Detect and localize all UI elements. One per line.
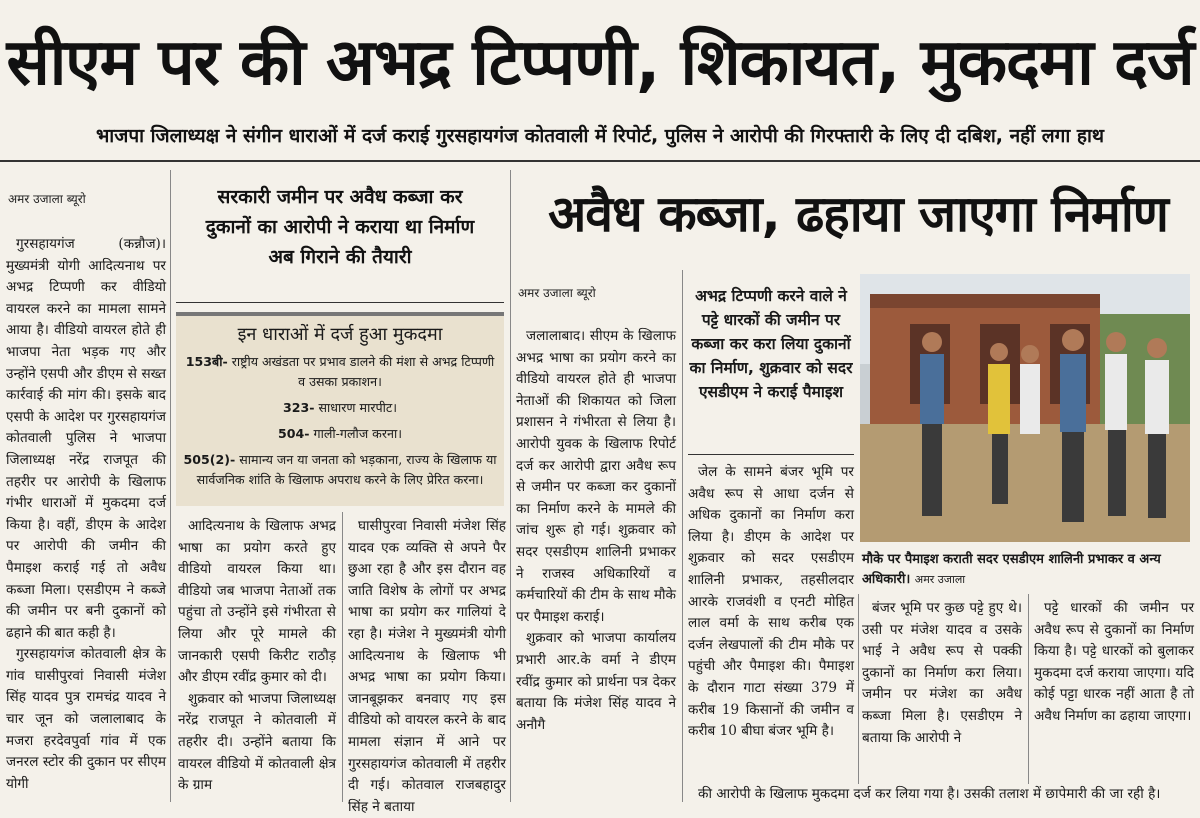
- story2-headline: अवैध कब्जा, ढहाया जाएगा निर्माण: [548, 185, 1168, 243]
- photo-illustration: [860, 274, 1190, 542]
- story2-column-2: जेल के सामने बंजर भूमि पर अवैध रूप से आधा दर्जन से अधिक दुकानों का निर्माण करा लिया है। डीएम के आदेश पर शुक्रवार को सदर एसडीएम शालिनी प्रभाकर, तहसीलदार आरके राजवंशी व एनटी मोहित लाल वर्मा के साथ करीब एक दर्जन लेखपालों की टीम मौके पर पहुंची और पैमाइश की। पैमाइश के दौरान गाटा संख्या 379 में करीब 19 किसानों की जमीन व करीब 10 बीघा बंजर भूमि है।: [688, 464, 854, 740]
- divider: [688, 454, 854, 455]
- sub-headline: भाजपा जिलाध्यक्ष ने संगीन धाराओं में दर्ज कराई गुरसहायगंज कोतवाली में रिपोर्ट, पुलिस ने आरोपी की गिरफ्तारी के लिए दी दबिश, नहीं लगा हाथ: [95, 125, 1105, 147]
- main-headline: सीएम पर की अभद्र टिप्पणी, शिकायत, मुकदमा दर्ज: [6, 25, 1194, 100]
- story1-paragraph: गुरसहायगंज कोतवाली क्षेत्र के गांव घासीपुरवां निवासी मंजेश सिंह यादव पुत्र रामचंद्र यादव ने चार जून को जलालाबाद के मजरा हरदेवपुर्वा गांव में एक जनरल स्टोर की दुकान पर सीएम योगी: [6, 646, 166, 792]
- story2-column-3: बंजर भूमि पर कुछ पट्टे हुए थे। उसी पर मंजेश यादव व उसके भाई ने अवैध रूप से पक्की दुकानों का निर्माण करा लिया। जमीन पर मंजेश का अवैध कब्जा मिला है। एसडीएम ने बताया कि आरोपी ने: [862, 600, 1022, 746]
- column-rule: [342, 512, 343, 802]
- charge-item: 153बी- राष्ट्रीय अखंडता पर प्रभाव डालने की मंशा से अभद्र टिप्पणी व उसका प्रकाशन।: [185, 354, 495, 389]
- charge-item: 504- गाली-गलौज करना।: [277, 426, 403, 441]
- column-rule: [858, 594, 859, 784]
- column-rule: [510, 170, 511, 802]
- charge-item: 505(2)- सामान्य जन या जनता को भड़काना, राज्य के खिलाफ या सार्वजनिक शांति के खिलाफ अपराध करने के लिए प्रेरित करना।: [183, 452, 497, 487]
- column-rule: [682, 270, 683, 802]
- story2-continuation: की आरोपी के खिलाफ मुकदमा दर्ज कर लिया गया है। उसकी तलाश में छापेमारी की जा रही है।: [698, 786, 1161, 802]
- side-headline: सरकारी जमीन पर अवैध कब्जा कर दुकानों का आरोपी ने कराया था निर्माण अब गिराने की तैयारी: [205, 186, 475, 268]
- byline: अमर उजाला ब्यूरो: [8, 192, 86, 206]
- column-rule: [170, 170, 171, 802]
- byline: अमर उजाला ब्यूरो: [518, 286, 596, 300]
- story1-column-2: आदित्यनाथ के खिलाफ अभद्र भाषा का प्रयोग करते हुए वीडियो वायरल किया था। वीडियो जब भाजपा नेताओं तक पहुंचा तो उन्होंने इसे गंभीरता से लिया और पूरे मामले की जानकारी एसपी किरीट राठौड़ और डीएम रवींद्र कुमार को दी। शुक्रवार को भाजपा जिलाध्यक्ष नरेंद्र राजपूत ने कोतवाली में तहरीर दी। उन्होंने बताया कि वायरल वीडियो में कोतवाली क्षेत्र के ग्राम: [178, 518, 336, 794]
- story1-column-3: घासीपुरवा निवासी मंजेश सिंह यादव एक व्यक्ति से अपने पैर छुआ रहा है और इस दौरान वह जाति विशेष के लोगों पर अभद्र भाषा का प्रयोग कर गालियां दे रहा है। मंजेश ने मुख्यमंत्री योगी आदित्यनाथ के खिलाफ भी अभद्र भाषा का प्रयोग किया। जानबूझकर बनवाए गए इस वीडियो को वायरल करने के बाद मामला संज्ञान में आने पर गुरसहायगंज कोतवाली में तहरीर दी गई। कोतवाल राजबहादुर सिंह ने बताया: [348, 518, 506, 815]
- story1-paragraph: गुरसहायगंज (कन्नौज)। मुख्यमंत्री योगी आदित्यनाथ पर अभद्र टिप्पणी कर वीडियो वायरल करने का मामला सामने आया है। वीडियो वायरल होते ही भाजपा नेता भड़क गए और उन्होंने एसपी और डीएम से सख्त कार्रवाई की मांग की। इसके बाद एसपी के आदेश पर गुरसहायगंज कोतवाली पुलिस ने भाजपा जिलाध्यक्ष नरेंद्र राजपूत की तहरीर पर आरोपी के खिलाफ गंभीर धाराओं में मुकदमा दर्ज किया है। वहीं, डीएम के आदेश पर आरोपी की जमीन की पैमाइश कराई गई तो अवैध कब्जा मिला। एसडीएम ने कब्जे की जमीन पर बनी दुकानों को ढहाने की बात कही है।: [6, 236, 166, 641]
- column-rule: [1028, 594, 1029, 784]
- divider: [176, 302, 504, 303]
- charge-item: 323- साधारण मारपीट।: [282, 400, 398, 415]
- story1-column-1: [6, 234, 166, 804]
- divider: [0, 160, 1200, 162]
- news-photo: [860, 274, 1190, 542]
- photo-caption: मौके पर पैमाइश कराती सदर एसडीएम शालिनी प्रभाकर व अन्य अधिकारी। अमर उजाला: [862, 552, 1161, 587]
- charges-title: इन धाराओं में दर्ज हुआ मुकदमा: [237, 324, 443, 345]
- story2-column-4: पट्टे धारकों की जमीन पर अवैध रूप से दुकानों का निर्माण किया है। पट्टे धारकों को बुलाकर मुकदमा दर्ज कराया जाएगा। यदि कोई पट्टा धारक नहीं आता है तो अवैध निर्माण का ढहाया जाएगा।: [1034, 600, 1194, 724]
- story2-callout: अभद्र टिप्पणी करने वाले ने पट्टे धारकों की जमीन पर कब्जा कर करा लिया दुकानों का निर्माण, शुक्रवार को सदर एसडीएम ने कराई पैमाइश: [689, 287, 853, 401]
- story2-column-1: जलालाबाद। सीएम के खिलाफ अभद्र भाषा का प्रयोग करने का वीडियो वायरल होते ही भाजपा नेताओं की शिकायत को जिला प्रशासन ने गंभीरता से लिया है। आरोपी युवक के खिलाफ रिपोर्ट दर्ज कर आरोपी द्वारा अवैध रूप से जमीन पर कब्जा कर दुकानों का निर्माण करने के मामले की जांच शुरू हो गई। शुक्रवार को सदर एसडीएम शालिनी प्रभाकर ने राजस्व अधिकारियों व कर्मचारियों की टीम के साथ मौके पर पैमाइश कराई। शुक्रवार को भाजपा कार्यालय प्रभारी आर.के वर्मा ने डीएम रवींद्र कुमार को प्रार्थना पत्र देकर बताया कि मंजेश सिंह यादव ने अनौगै: [516, 328, 676, 733]
- charges-box: [176, 312, 504, 506]
